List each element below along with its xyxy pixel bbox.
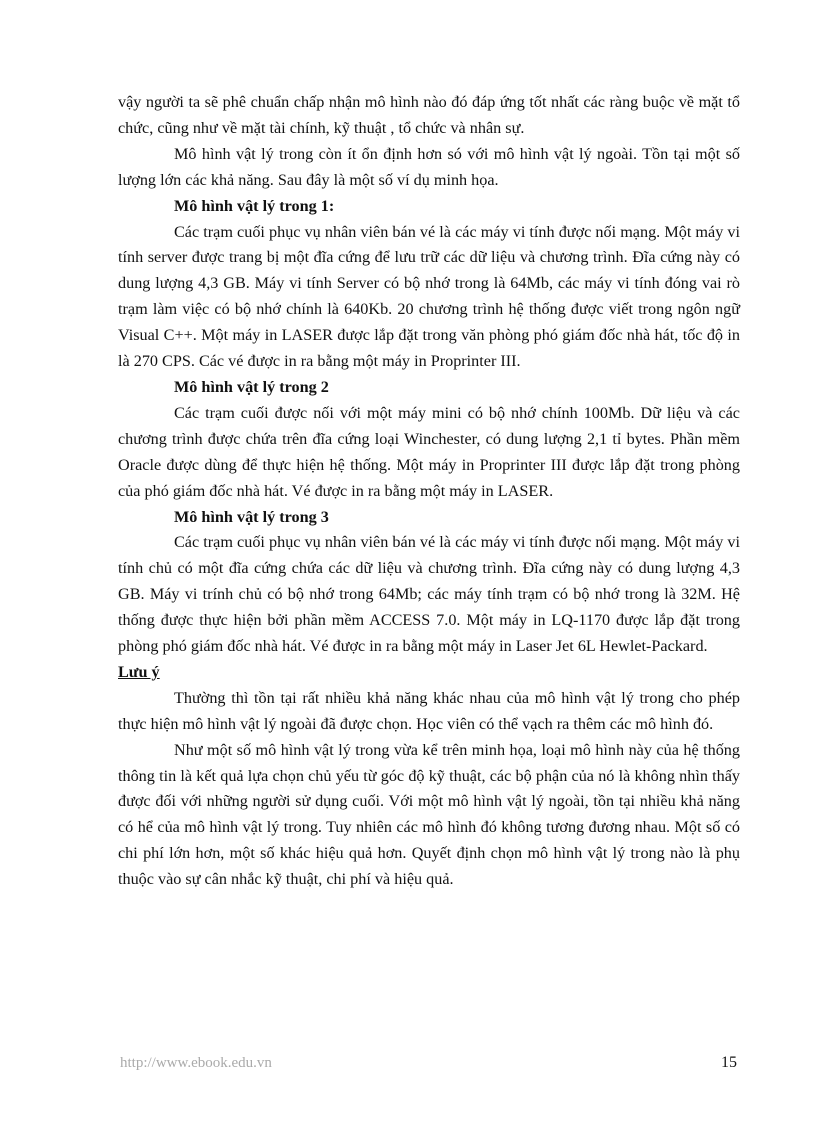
- paragraph-internal-model-overview: Mô hình vật lý trong còn ít ổn định hơn só với mô hình vật lý ngoài. Tồn tại một số lượng lớn các khả năng. Sau đây là một số ví dụ minh họa.: [118, 144, 740, 189]
- page-number: 15: [721, 1054, 737, 1071]
- page-body: [118, 90, 740, 893]
- heading-note: Lưu ý: [118, 662, 160, 681]
- paragraph-model-2: Các trạm cuối được nối với một máy mini có bộ nhớ chính 100Mb. Dữ liệu và các chương trình được chứa trên đĩa cứng loại Winchester, có dung lượng 2,1 tỉ bytes. Phần mềm Oracle được dùng để thực hiện hệ thống. Một máy in Proprinter III được lắp đặt trong phòng của phó giám đốc nhà hát. Vé được in ra bằng một máy in LASER.: [118, 403, 740, 500]
- footer-url[interactable]: http://www.ebook.edu.vn: [120, 1055, 272, 1071]
- heading-model-3: Mô hình vật lý trong 3: [174, 507, 329, 526]
- paragraph-model-1: Các trạm cuối phục vụ nhân viên bán vé là các máy vi tính được nối mạng. Một máy vi tính server được trang bị một đĩa cứng để lưu trữ các dữ liệu và chương trình. Đĩa cứng này có dung lượng 4,3 GB. Máy vi tính Server có bộ nhớ trong là 64Mb, các máy vi tính đóng vai rò trạm làm việc có bộ nhớ chính là 640Kb. 20 chương trình hệ thống được viết trong ngôn ngữ Visual C++. Một máy in LASER được lắp đặt trong văn phòng phó giám đốc nhà hát, tốc độ in là 270 CPS. Các vé được in ra bằng một máy in Proprinter III.: [118, 222, 740, 371]
- heading-model-2: Mô hình vật lý trong 2: [174, 377, 329, 396]
- paragraph-note-2: Như một số mô hình vật lý trong vừa kể trên minh họa, loại mô hình này của hệ thống thông tin là kết quả lựa chọn chủ yếu từ góc độ kỹ thuật, các bộ phận của nó là không nhìn thấy được đối với những người sử dụng cuối. Với một mô hình vật lý ngoài, tồn tại nhiều khả năng có hể của mô hình vật lý trong. Tuy nhiên các mô hình đó không tương đương nhau. Một số có chi phí lớn hơn, một số khác hiệu quả hơn. Quyết định chọn mô hình vật lý trong nào là phụ thuộc vào sự cân nhắc kỹ thuật, chi phí và hiệu quả.: [118, 740, 740, 889]
- heading-model-1: Mô hình vật lý trong 1:: [174, 196, 335, 215]
- paragraph-note-1: Thường thì tồn tại rất nhiều khả năng khác nhau của mô hình vật lý trong cho phép thực hiện mô hình vật lý ngoài đã được chọn. Học viên có thể vạch ra thêm các mô hình đó.: [118, 688, 740, 733]
- paragraph-model-3: Các trạm cuối phục vụ nhân viên bán vé là các máy vi tính được nối mạng. Một máy vi tính chủ có một đĩa cứng chứa các dữ liệu và chương trình. Đĩa cứng này có dung lượng 4,3 GB. Máy vi trính chủ có bộ nhớ trong 64Mb; các máy tính trạm có bộ nhớ trong là 32M. Hệ thống được thực hiện bởi phần mềm ACCESS 7.0. Một máy in LQ-1170 được lắp đặt trong phòng phó giám đốc nhà hát. Vé được in ra bằng một máy in Laser Jet 6L Hewlet-Packard.: [118, 533, 740, 656]
- paragraph-intro-continuation: vậy người ta sẽ phê chuẩn chấp nhận mô hình nào đó đáp ứng tốt nhất các ràng buộc về mặt tổ chức, cũng như về mặt tài chính, kỹ thuật , tổ chức và nhân sự.: [118, 93, 740, 137]
